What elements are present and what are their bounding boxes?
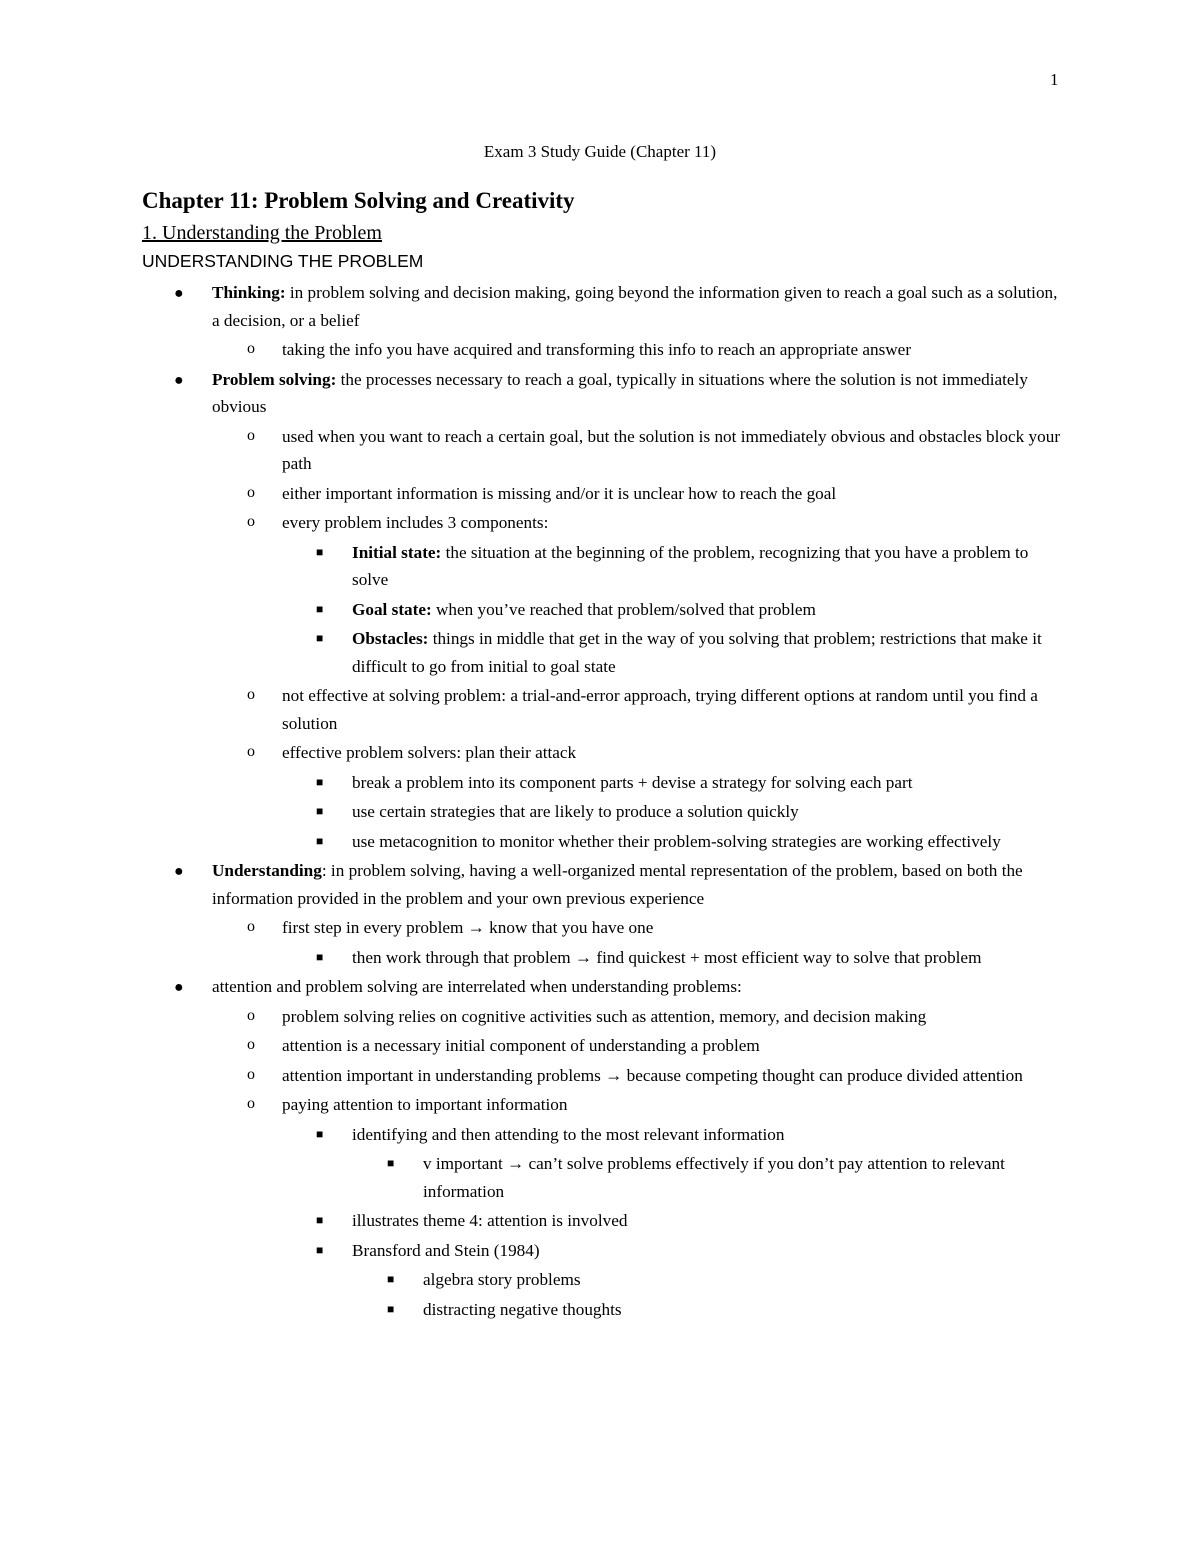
bullet-icon: ■ xyxy=(316,1126,324,1141)
list-item xyxy=(247,1091,1062,1119)
list-item xyxy=(247,914,1062,942)
term: Goal state: xyxy=(352,599,432,619)
bullet-icon: o xyxy=(247,686,255,703)
item-text: either important information is missing and/or it is unclear how to reach the goal xyxy=(282,483,837,503)
list-item xyxy=(247,480,1062,508)
document-title: Exam 3 Study Guide (Chapter 11) xyxy=(483,142,717,161)
section-caps-heading: UNDERSTANDING THE PROBLEM xyxy=(142,251,424,271)
item-text: break a problem into its component parts + devise a strategy for solving each part xyxy=(352,772,913,792)
list-item xyxy=(247,423,1062,478)
definition: things in middle that get in the way of you solving that problem; restrictions that make it difficult to go from initial to goal state xyxy=(352,629,1042,676)
list-item xyxy=(316,944,1062,972)
bullet-icon: o xyxy=(247,1006,255,1024)
list-item xyxy=(247,1062,1062,1090)
item-text: v important → can’t solve problems effectively if you don’t pay attention to relevant information xyxy=(423,1154,1005,1201)
list-item xyxy=(316,769,1062,797)
item-text: then work through that problem → find quickest + most efficient way to solve that problem xyxy=(352,947,982,967)
list-item xyxy=(316,1237,1062,1265)
list-item xyxy=(247,336,1062,364)
list-item xyxy=(316,828,1062,856)
item-text: distracting negative thoughts xyxy=(423,1299,622,1319)
list-item xyxy=(174,857,1062,912)
bullet-icon: ● xyxy=(174,863,184,880)
item-text: not effective at solving problem: a trial-and-error approach, trying different options at random until you find a solution xyxy=(282,686,1038,733)
item-text: attention is a necessary initial component of understanding a problem xyxy=(282,1036,760,1055)
term: Thinking: xyxy=(212,283,286,302)
bullet-icon: ■ xyxy=(316,833,324,848)
item-text: effective problem solvers: plan their attack xyxy=(282,743,577,762)
list-item xyxy=(247,739,1062,767)
list-item xyxy=(174,366,1062,421)
chapter-heading: Chapter 11: Problem Solving and Creativity xyxy=(142,188,575,213)
bullet-icon: o xyxy=(247,340,255,357)
term: Understanding xyxy=(212,861,322,880)
list-item xyxy=(316,596,1062,624)
page-number: 1 xyxy=(1050,70,1059,89)
bullet-icon: ■ xyxy=(316,544,324,559)
bullet-icon: ■ xyxy=(387,1272,395,1286)
list-item xyxy=(316,798,1062,826)
item-text: attention and problem solving are interrelated when understanding problems: xyxy=(212,977,742,996)
bullet-icon: o xyxy=(247,918,255,935)
item-text: use certain strategies that are likely to produce a solution quickly xyxy=(352,802,799,821)
item-text: algebra story problems xyxy=(423,1270,581,1289)
bullet-icon: o xyxy=(247,1065,255,1083)
bullet-icon: ■ xyxy=(316,1242,324,1257)
item-text: illustrates theme 4: attention is involved xyxy=(352,1211,628,1230)
term: Problem solving: xyxy=(212,369,337,389)
definition: in problem solving and decision making, going beyond the information given to reach a goal such as a solution, a decision, or a belief xyxy=(212,283,1058,330)
bullet-icon: ■ xyxy=(316,949,324,964)
item-text: Bransford and Stein (1984) xyxy=(352,1240,540,1260)
item-text: use metacognition to monitor whether their problem-solving strategies are working effectively xyxy=(352,831,1001,851)
item-text: identifying and then attending to the most relevant information xyxy=(352,1124,785,1144)
item-text: taking the info you have acquired and transforming this info to reach an appropriate answer xyxy=(282,340,912,359)
bullet-icon: ■ xyxy=(316,1213,324,1227)
bullet-icon: ■ xyxy=(387,1156,395,1170)
list-item xyxy=(174,279,1062,334)
bullet-icon: ■ xyxy=(316,601,324,616)
definition: the situation at the beginning of the problem, recognizing that you have a problem to solve xyxy=(352,542,1029,589)
list-item xyxy=(316,1121,1062,1149)
bullet-icon: o xyxy=(247,426,255,444)
list-item xyxy=(247,509,1062,537)
section-heading-link[interactable]: 1. Understanding the Problem xyxy=(142,222,382,244)
item-text: every problem includes 3 components: xyxy=(282,513,549,532)
item-text: problem solving relies on cognitive activities such as attention, memory, and decision making xyxy=(282,1006,927,1026)
item-text: attention important in understanding problems → because competing thought can produce divided attention xyxy=(282,1065,1023,1085)
list-item xyxy=(387,1296,1063,1324)
term: Obstacles: xyxy=(352,629,429,648)
bullet-icon: o xyxy=(247,743,255,760)
list-item xyxy=(316,625,1062,680)
bullet-icon: ■ xyxy=(316,804,324,818)
definition: when you’ve reached that problem/solved that problem xyxy=(431,599,816,619)
list-item xyxy=(387,1150,1063,1205)
term: Initial state: xyxy=(352,542,442,562)
bullet-icon: ■ xyxy=(316,774,324,789)
item-text: used when you want to reach a certain goal, but the solution is not immediately obvious and obstacles block your path xyxy=(282,426,1061,473)
bullet-icon: ● xyxy=(174,371,184,389)
bullet-icon: o xyxy=(247,483,255,501)
bullet-icon: o xyxy=(247,1095,255,1112)
list-item xyxy=(247,682,1062,737)
list-item xyxy=(247,1032,1062,1060)
item-text: first step in every problem → know that you have one xyxy=(282,918,654,937)
bullet-icon: ■ xyxy=(387,1301,395,1316)
bullet-icon: o xyxy=(247,513,255,530)
bullet-icon: o xyxy=(247,1036,255,1053)
list-item xyxy=(387,1266,1063,1294)
bullet-icon: ● xyxy=(174,979,184,996)
item-text: paying attention to important information xyxy=(282,1095,568,1114)
list-item xyxy=(316,1207,1062,1235)
list-item xyxy=(316,539,1062,594)
definition: : in problem solving, having a well-organized mental representation of the problem, based on both the information provided in the problem and your own previous experience xyxy=(212,861,1023,908)
definition: the processes necessary to reach a goal, typically in situations where the solution is not immediately obvious xyxy=(212,369,1028,416)
list-item xyxy=(247,1003,1062,1031)
list-item xyxy=(174,973,1062,1001)
bullet-icon: ● xyxy=(174,285,184,302)
bullet-icon: ■ xyxy=(316,631,324,645)
outline xyxy=(0,279,1200,1325)
